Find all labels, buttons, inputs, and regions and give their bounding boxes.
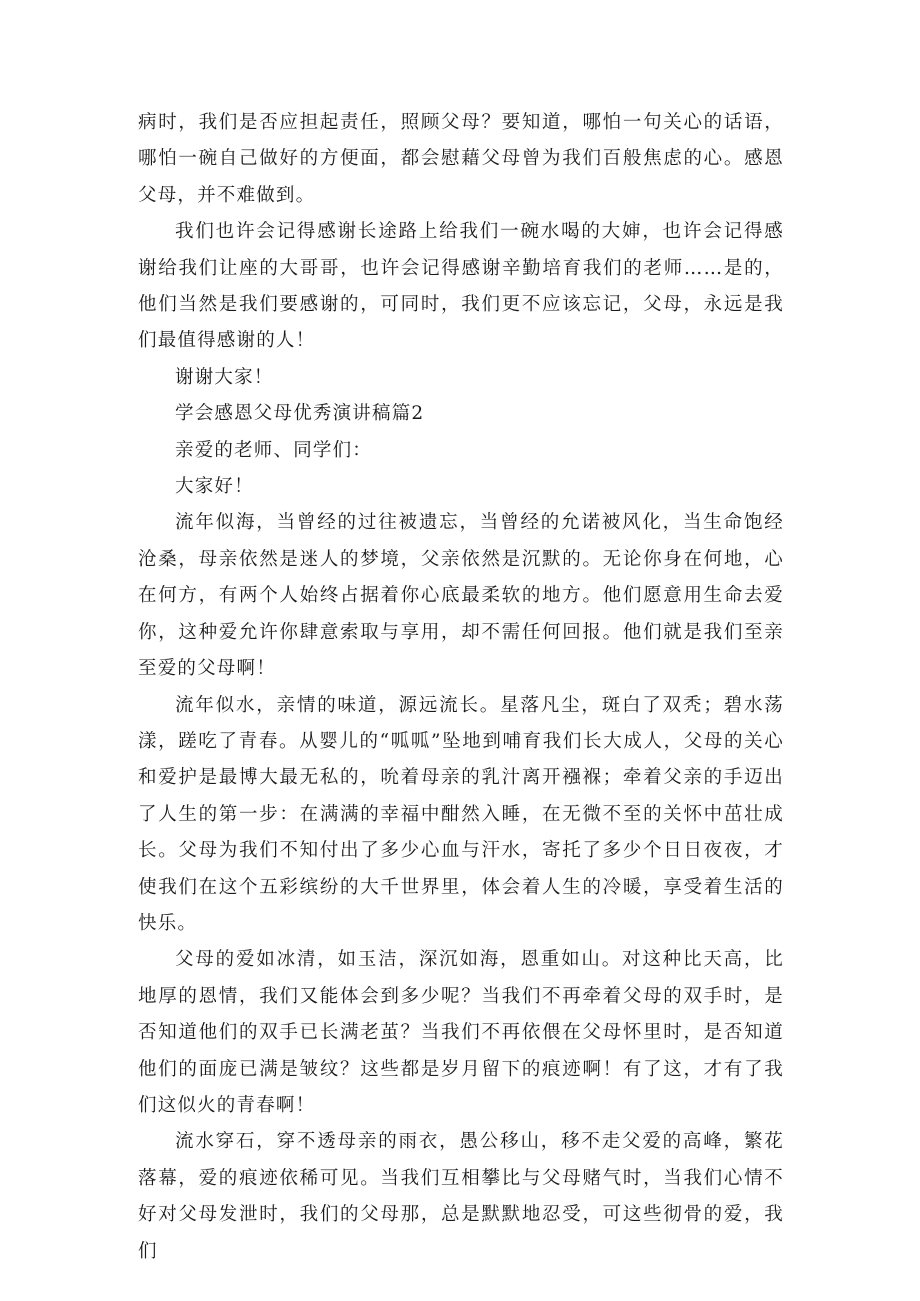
- paragraph-water-through-stone: 流水穿石，穿不透母亲的雨衣，愚公移山，移不走父爱的高峰，繁花落幕，爱的痕迹依稀可见。当我们互相攀比与父母赌气时，当我们心情不好对父母发泄时，我们的父母那，总是默默地忍受，可这些彻骨的爱，我们: [138, 1131, 784, 1262]
- document-page: [138, 105, 784, 1270]
- closing-thanks: 谢谢大家！: [175, 366, 274, 388]
- paragraph-years-like-water: 流年似水，亲情的味道，源远流长。星落凡尘，斑白了双秃；碧水荡漾，蹉吃了青春。从婴儿的“呱呱”坠地到哺育我们长大成人，父母的关心和爱护是最博大最无私的，吮着母亲的乳汁离开襁褓；牵着父亲的手迈出了人生的第一步：在满满的幸福中酣然入睡，在无微不至的关怀中茁壮成长。父母为我们不知付出了多少心血与汗水，寄托了多少个日日夜夜，才使我们在这个五彩缤纷的大千世界里，体会着人生的冷暖，享受着生活的快乐。: [138, 694, 784, 934]
- paragraph-gratitude-others: 我们也许会记得感谢长途路上给我们一碗水喝的大婶，也许会记得感谢给我们让座的大哥哥，也许会记得感谢辛勤培育我们的老师……是的，他们当然是我们要感谢的，可同时，我们更不应该忘记，父母，永远是我们最值得感谢的人！: [138, 221, 784, 352]
- paragraph-continued: 病时，我们是否应担起责任，照顾父母？要知道，哪怕一句关心的话语，哪怕一碗自己做好的方便面，都会慰藉父母曾为我们百般焦虑的心。感恩父母，并不难做到。: [138, 112, 784, 206]
- paragraph-parents-love: 父母的爱如冰清，如玉洁，深沉如海，恩重如山。对这种比天高，比地厚的恩情，我们又能体会到多少呢？当我们不再牵着父母的双手时，是否知道他们的双手已长满老茧？当我们不再依偎在父母怀里时，是否知道他们的面庞已满是皱纹？这些都是岁月留下的痕迹啊！有了这，才有了我们这似火的青春啊！: [138, 949, 784, 1116]
- paragraph-years-like-sea: 流年似海，当曾经的过往被遗忘，当曾经的允诺被风化，当生命饱经沧桑，母亲依然是迷人的梦境，父亲依然是沉默的。无论你身在何地，心在何方，有两个人始终占据着你心底最柔软的地方。他们愿意用生命去爱你，这种爱允许你肆意索取与享用，却不需任何回报。他们就是我们至亲至爱的父母啊！: [138, 512, 784, 680]
- salutation: 亲爱的老师、同学们：: [175, 439, 373, 461]
- greeting: 大家好！: [175, 476, 254, 498]
- section-title: 学会感恩父母优秀演讲稿篇2: [175, 403, 425, 425]
